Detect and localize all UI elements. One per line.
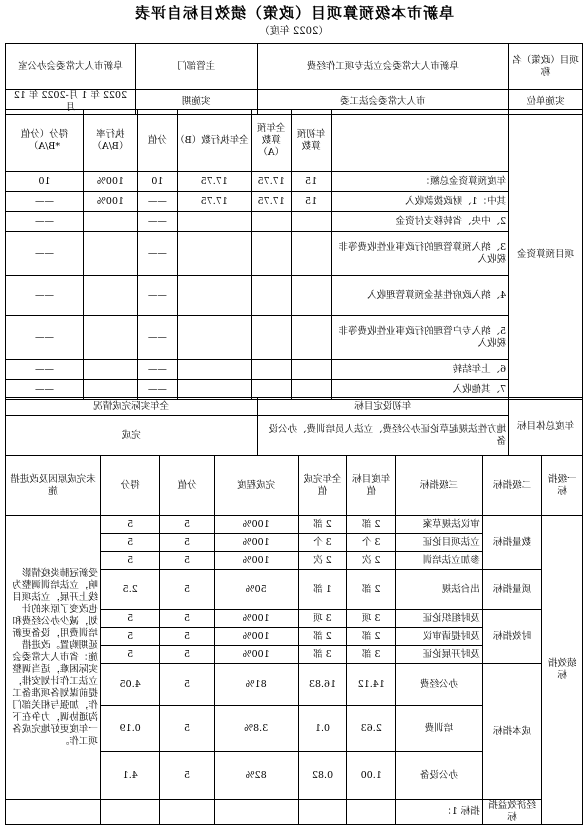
budget-cell xyxy=(251,212,291,232)
budget-cell: —— xyxy=(137,276,177,316)
perf-score: 5 xyxy=(160,706,214,752)
budget-cell: —— xyxy=(6,276,84,316)
perf-group-quantity: 数量指标 xyxy=(482,516,542,570)
perf-score: 5 xyxy=(160,610,214,628)
budget-cell: 100% xyxy=(83,192,137,212)
budget-table xyxy=(5,109,583,400)
goal-set-text: 地方性法规起草论证办公经费、立法人员培训费、办公设备 xyxy=(257,416,509,456)
perf-percent: 3.8% xyxy=(214,706,298,752)
perf-actual: 2 次 xyxy=(298,552,347,570)
unit-value: 市人大常委会法工委 xyxy=(257,90,508,115)
perf-percent: 50% xyxy=(214,570,298,610)
perf-got: 5 xyxy=(100,516,160,534)
period-label: 实施期 xyxy=(135,90,257,115)
perf-header: 年度目标值 xyxy=(347,456,396,516)
perf-header: 得分 xyxy=(100,456,160,516)
budget-row-label: 2、中央、省转移支付资金 xyxy=(331,212,509,232)
perf-indicator: 出台法规 xyxy=(396,570,483,610)
perf-actual: 0.1 xyxy=(298,706,347,752)
project-name-label: 项目（政策）名称 xyxy=(509,44,583,90)
budget-cell xyxy=(83,360,137,380)
budget-cell: —— xyxy=(137,380,177,400)
budget-cell: 17.75 xyxy=(251,172,291,192)
perf-indicator: 培训费 xyxy=(396,706,483,752)
budget-section-label: 项目预算资金 xyxy=(509,110,583,400)
budget-row-label: 5、纳入专户管理的行政事业性收费等非税收入 xyxy=(331,316,509,360)
project-name-value: 阜新市人大常委会立法专项工作经费 xyxy=(257,44,508,90)
budget-header: 全年预算数（A） xyxy=(251,110,291,172)
budget-header: 执行率（B/A） xyxy=(83,110,137,172)
perf-percent: 100% xyxy=(214,516,298,534)
perf-actual: 0.82 xyxy=(298,752,347,800)
perf-got: 5 xyxy=(100,610,160,628)
budget-row-label: 3、纳入预算管理的行政事业性收费等非税收入 xyxy=(331,232,509,276)
budget-cell xyxy=(291,316,331,360)
page-subtitle: （2022 年度） xyxy=(259,26,329,37)
budget-cell xyxy=(177,360,251,380)
budget-cell xyxy=(291,360,331,380)
budget-cell xyxy=(83,276,137,316)
perf-score: 5 xyxy=(160,534,214,552)
perf-target: 3 部 xyxy=(347,646,396,664)
perf-got: 4.05 xyxy=(100,664,160,706)
budget-cell: —— xyxy=(6,192,84,212)
perf-header: 全年完成值 xyxy=(298,456,347,516)
perf-actual: 2 部 xyxy=(298,628,347,646)
perf-got: 5 xyxy=(100,534,160,552)
budget-cell: —— xyxy=(6,232,84,276)
perf-got: 4.1 xyxy=(100,752,160,800)
budget-cell: —— xyxy=(6,316,84,360)
perf-score: 5 xyxy=(160,664,214,706)
perf-actual: 3 部 xyxy=(298,646,347,664)
budget-cell xyxy=(291,276,331,316)
perf-percent: 100% xyxy=(214,646,298,664)
perf-got: 2.5 xyxy=(100,570,160,610)
perf-score: 5 xyxy=(160,628,214,646)
budget-row-label: 年度预算资金总额： xyxy=(331,172,509,192)
perf-indicator: 及时提请审议 xyxy=(396,628,483,646)
performance-table xyxy=(5,455,583,825)
budget-cell xyxy=(251,360,291,380)
dept-label: 主管部门 xyxy=(135,44,257,90)
goal-set-header: 年初设定目标 xyxy=(257,398,509,416)
perf-percent: 81% xyxy=(214,664,298,706)
perf-group-cost: 成本指标 xyxy=(482,664,542,800)
budget-cell: 10 xyxy=(137,172,177,192)
perf-indicator: 及时组织论证 xyxy=(396,610,483,628)
budget-cell xyxy=(177,232,251,276)
budget-cell xyxy=(291,232,331,276)
perf-percent: 100% xyxy=(214,610,298,628)
budget-row-label: 4、纳入政府性基金预算管理收入 xyxy=(331,276,509,316)
budget-cell: 15 xyxy=(291,192,331,212)
perf-header: 未完成原因及改进措施 xyxy=(6,456,101,516)
perf-group-time: 时效指标 xyxy=(482,610,542,664)
perf-target: 1.00 xyxy=(347,752,396,800)
perf-score: 5 xyxy=(160,646,214,664)
perf-header: 一级指标 xyxy=(542,456,583,516)
perf-got: 5 xyxy=(100,628,160,646)
perf-target: 14.12 xyxy=(347,664,396,706)
perf-score: 5 xyxy=(160,570,214,610)
budget-cell xyxy=(291,212,331,232)
perf-target: 2 部 xyxy=(347,570,396,610)
budget-cell: —— xyxy=(137,316,177,360)
budget-cell: —— xyxy=(6,212,84,232)
budget-cell: —— xyxy=(137,232,177,276)
perf-group-quality: 质量指标 xyxy=(482,570,542,610)
perf-indicator: 审议法规草案 xyxy=(396,516,483,534)
perf-header: 完成程度 xyxy=(214,456,298,516)
budget-row-label: 6、上年结转 xyxy=(331,360,509,380)
budget-cell: 17.75 xyxy=(251,192,291,212)
perf-percent: 100% xyxy=(214,628,298,646)
budget-cell: 17.75 xyxy=(177,192,251,212)
goal-label: 年度总体目标 xyxy=(509,398,583,456)
budget-cell: 15 xyxy=(291,172,331,192)
budget-cell xyxy=(251,232,291,276)
perf-got: 5 xyxy=(100,552,160,570)
perf-target: 2 次 xyxy=(347,552,396,570)
perf-actual: 3 个 xyxy=(298,534,347,552)
perf-benefit-item: 指标 1： xyxy=(396,800,483,825)
perf-header: 二级指标 xyxy=(482,456,542,516)
budget-cell: —— xyxy=(6,360,84,380)
budget-cell: —— xyxy=(6,380,84,400)
budget-cell xyxy=(83,316,137,360)
unit-label: 实施单位 xyxy=(509,90,583,115)
budget-header: 得分（分值*B/A） xyxy=(6,110,84,172)
perf-score: 5 xyxy=(160,752,214,800)
perf-target: 2 部 xyxy=(347,628,396,646)
perf-indicator: 办公设备 xyxy=(396,752,483,800)
budget-cell: —— xyxy=(137,212,177,232)
budget-cell: —— xyxy=(137,192,177,212)
perf-target: 2 部 xyxy=(347,516,396,534)
budget-cell: 17.75 xyxy=(177,172,251,192)
page-title: 阜新市本级预算项目（政策）绩效目标自评表 xyxy=(134,4,455,22)
budget-header: 全年执行数（B） xyxy=(177,110,251,172)
perf-level1: 绩效指标 xyxy=(542,516,583,825)
period-value: 2022 年 1 月-2022 年 12 月 xyxy=(6,90,136,115)
perf-percent: 82% xyxy=(214,752,298,800)
goal-table xyxy=(5,397,583,456)
budget-header: 年初预算数 xyxy=(291,110,331,172)
perf-indicator: 立法项目论证 xyxy=(396,534,483,552)
budget-cell xyxy=(83,232,137,276)
perf-actual: 1 部 xyxy=(298,570,347,610)
budget-row-label: 其中：1、财政拨款收入 xyxy=(331,192,509,212)
perf-percent: 100% xyxy=(214,552,298,570)
budget-cell xyxy=(83,212,137,232)
perf-indicator: 及时开展论证 xyxy=(396,646,483,664)
perf-header: 三级指标 xyxy=(396,456,483,516)
perf-target: 3 项 xyxy=(347,610,396,628)
info-table xyxy=(5,43,583,115)
perf-score: 5 xyxy=(160,516,214,534)
perf-percent: 100% xyxy=(214,534,298,552)
perf-got: 0.19 xyxy=(100,706,160,752)
perf-actual: 2 部 xyxy=(298,516,347,534)
perf-header: 分值 xyxy=(160,456,214,516)
perf-benefit-sub: 经济效益指标 xyxy=(482,800,542,825)
budget-cell xyxy=(251,276,291,316)
budget-row-label: 7、其他收入 xyxy=(331,380,509,400)
perf-got: 5 xyxy=(100,646,160,664)
budget-cell: —— xyxy=(137,360,177,380)
perf-indicator: 办公经费 xyxy=(396,664,483,706)
budget-cell xyxy=(251,316,291,360)
budget-cell xyxy=(177,212,251,232)
budget-cell xyxy=(177,276,251,316)
perf-actual: 16.83 xyxy=(298,664,347,706)
perf-reason: 受新冠肺炎疫情影响，立法培训调整为线上开展，立法项目也改变了原来的计划，减少办公经费和培训费用，设备更新延期购置。改进措施：省市人大常委会实际困难，适当调整立法工作计划安排，提前谋划各项准备工作，加强与相关部门沟通协调，力争在下一年度更好地完成各项工作。 xyxy=(6,516,101,800)
budget-cell: 100% xyxy=(83,172,137,192)
perf-target: 3 个 xyxy=(347,534,396,552)
dept-value: 阜新市人大常委会办公室 xyxy=(6,44,136,90)
budget-cell xyxy=(177,316,251,360)
perf-indicator: 参加立法培训 xyxy=(396,552,483,570)
perf-target: 2.63 xyxy=(347,706,396,752)
budget-cell: 10 xyxy=(6,172,84,192)
perf-score: 5 xyxy=(160,552,214,570)
perf-actual: 3 项 xyxy=(298,610,347,628)
goal-done-header: 全年实际完成情况 xyxy=(6,398,258,416)
budget-header: 分值 xyxy=(137,110,177,172)
goal-done-text: 完成 xyxy=(6,416,258,456)
